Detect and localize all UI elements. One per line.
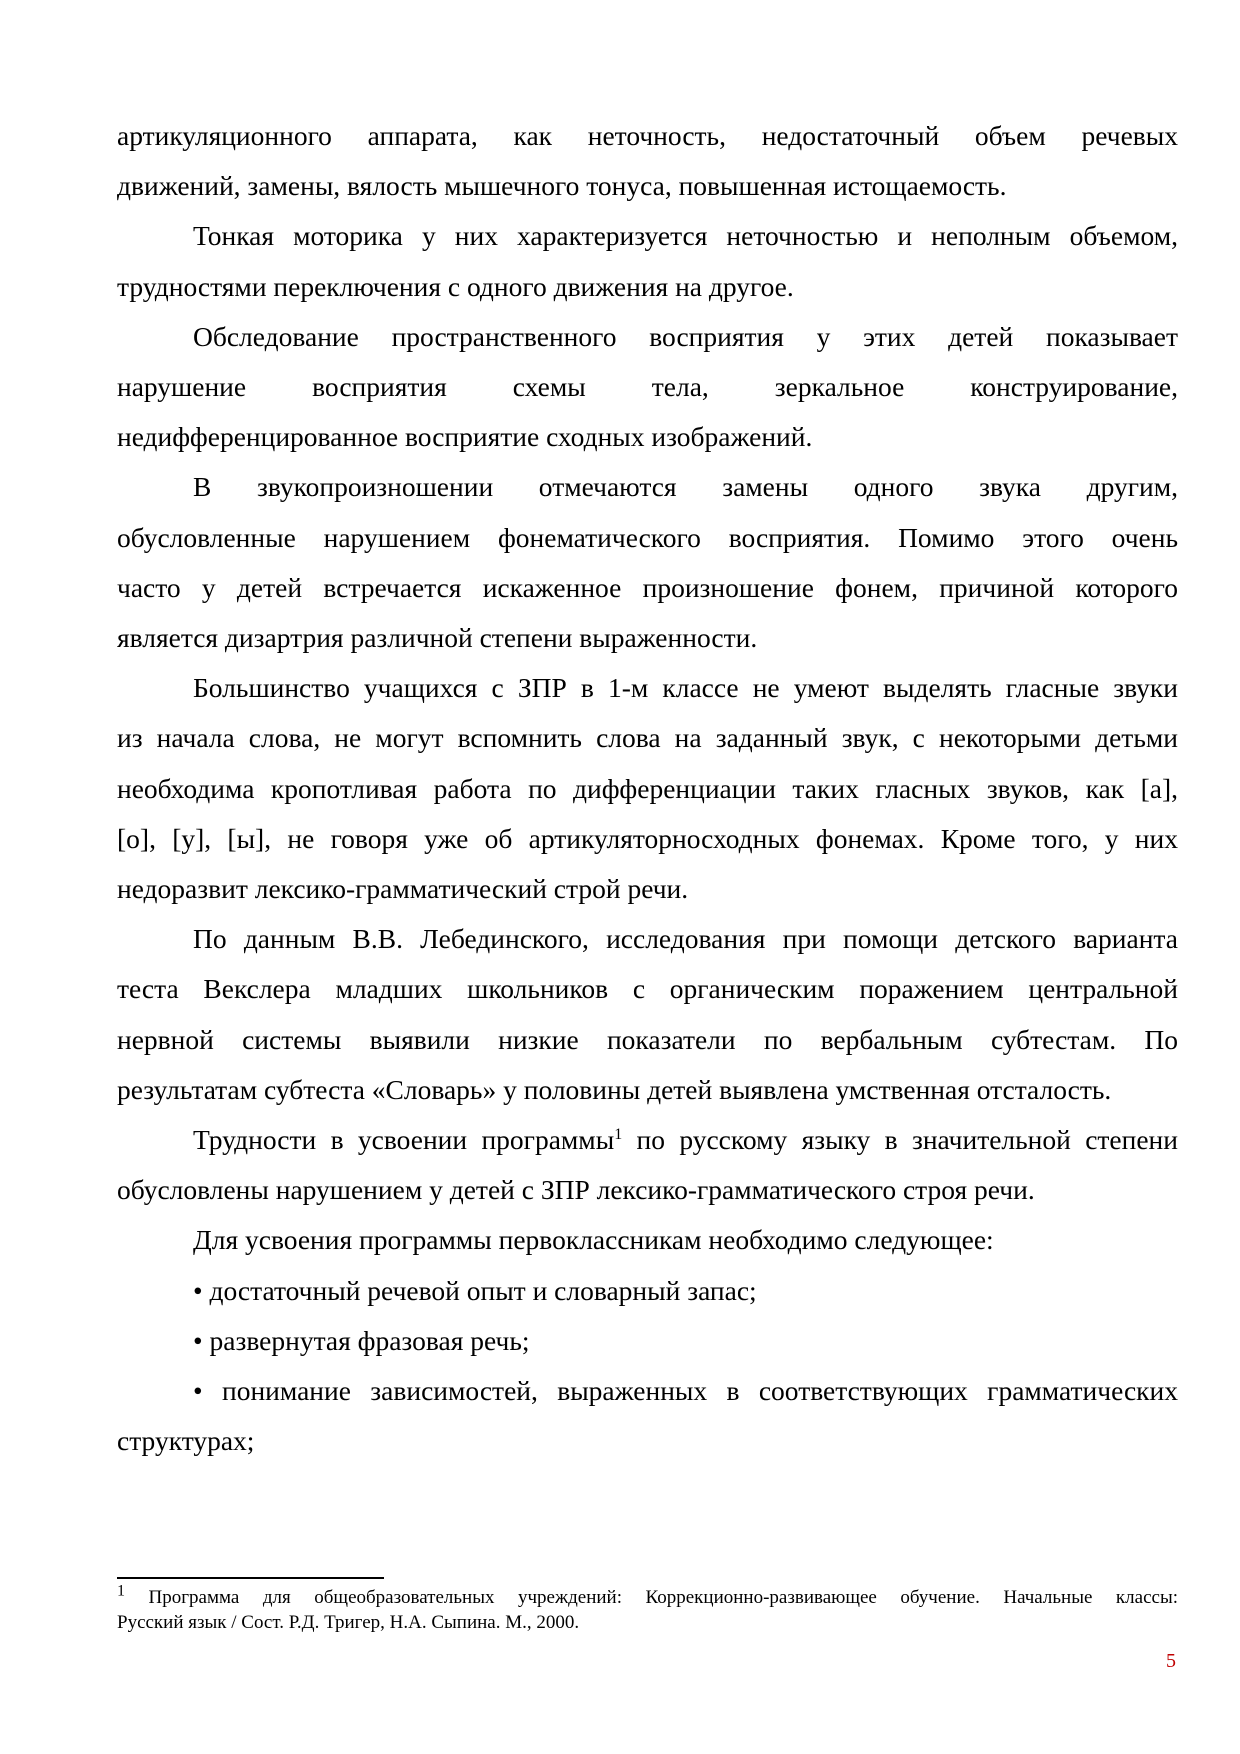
paragraph: [117, 211, 1178, 311]
text-line: Трудности в усвоении программы$^1$ по русскому языку в значительной степени: [193, 1124, 1178, 1156]
footnote: [117, 1582, 1178, 1635]
text-line: артикуляционного аппарата, как неточность, недостаточный объем речевых: [117, 120, 1178, 151]
paragraph: [117, 914, 1178, 1115]
paragraph: [117, 462, 1178, 663]
text-line: обусловлены нарушением у детей с ЗПР лексико-грамматического строя речи.: [117, 1174, 1035, 1206]
footnote-separator: [117, 1577, 384, 1579]
paragraph: [117, 1115, 1178, 1215]
text-line: [о], [у], [ы], не говоря уже об артикуляторносходных фонемах. Кроме того, у них: [117, 822, 1178, 854]
paragraph: [117, 1266, 1178, 1316]
body-text: [117, 111, 1178, 1466]
footnote-line: Русский язык / Сост. Р.Д. Тригер, Н.А. Сыпина. М., 2000.: [117, 1612, 580, 1633]
text-line: является дизартрия различной степени выраженности.: [117, 622, 758, 654]
footnote-marker: 1: [614, 1125, 623, 1143]
text-line: По данным В.В. Лебединского, исследования при помощи детского варианта: [193, 923, 1178, 955]
text-line: обусловленные нарушением фонематического восприятия. Помимо этого очень: [117, 521, 1178, 553]
page-number: 5: [1166, 1650, 1176, 1672]
text-line: Для усвоения программы первоклассникам необходимо следующее:: [193, 1224, 994, 1256]
footnote-line: $^1$ Программа для общеобразовательных учреждений: Коррекционно-развивающее обучение. Начальные классы:: [117, 1582, 1178, 1608]
text-line: движений, замены, вялость мышечного тонуса, повышенная истощаемость.: [117, 170, 1007, 202]
text-line: В звукопроизношении отмечаются замены одного звука другим,: [193, 471, 1178, 503]
text-line: • достаточный речевой опыт и словарный запас;: [193, 1274, 757, 1306]
text-line: Большинство учащихся с ЗПР в 1-м классе не умеют выделять гласные звуки: [193, 672, 1178, 704]
paragraph: [117, 1316, 1178, 1366]
text-line: необходима кропотливая работа по дифференциации таких гласных звуков, как [а],: [117, 772, 1178, 804]
text-line: недифференцированное восприятие сходных изображений.: [117, 421, 813, 453]
text-line: из начала слова, не могут вспомнить слова на заданный звук, с некоторыми детьми: [117, 722, 1178, 754]
text-line: результатам субтеста «Словарь» у половины детей выявлена умственная отсталость.: [117, 1073, 1112, 1105]
text-line: • развернутая фразовая речь;: [193, 1324, 530, 1356]
text-line: Обследование пространственного восприятия у этих детей показывает: [193, 320, 1178, 352]
paragraph: [117, 1366, 1178, 1466]
text-line: теста Векслера младших школьников с органическим поражением центральной: [117, 973, 1178, 1005]
text-line: • понимание зависимостей, выраженных в соответствующих грамматических: [193, 1375, 1178, 1407]
paragraph: [117, 1215, 1178, 1265]
paragraph: [117, 111, 1178, 211]
footnote-marker: 1: [117, 1582, 125, 1600]
text-line: трудностями переключения с одного движения на другое.: [117, 270, 794, 302]
text-line: недоразвит лексико-грамматический строй речи.: [117, 873, 689, 905]
text-line: Тонкая моторика у них характеризуется неточностью и неполным объемом,: [193, 220, 1178, 252]
text-line: нервной системы выявили низкие показатели по вербальным субтестам. По: [117, 1023, 1178, 1055]
text-line: структурах;: [117, 1425, 255, 1457]
paragraph: [117, 663, 1178, 914]
text-line: нарушение восприятия схемы тела, зеркальное конструирование,: [117, 371, 1178, 403]
text-line: часто у детей встречается искаженное произношение фонем, причиной которого: [117, 571, 1178, 603]
paragraph: [117, 312, 1178, 463]
